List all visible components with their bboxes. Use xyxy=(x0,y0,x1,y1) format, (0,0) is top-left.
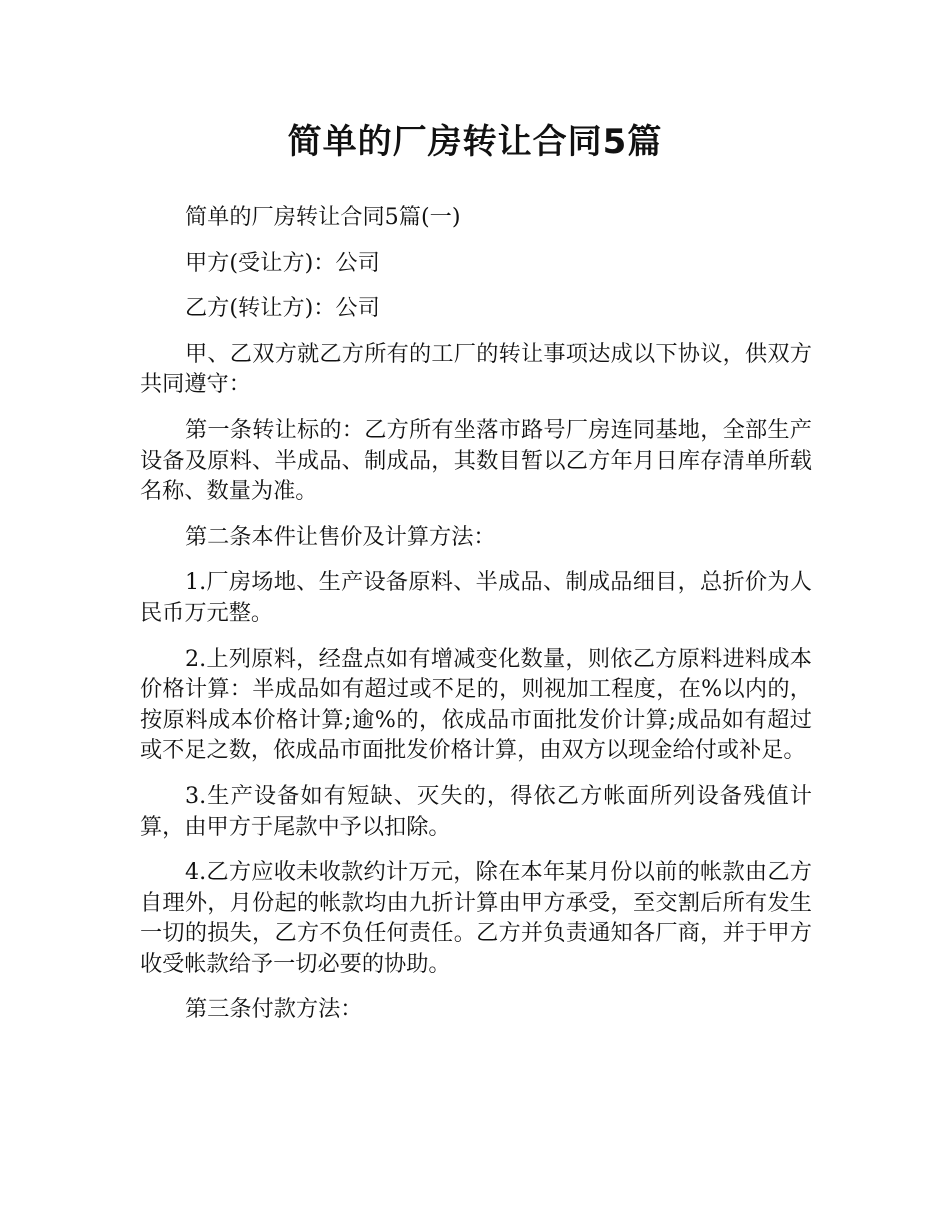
paragraph-clause-1: 1.厂房场地、生产设备原料、半成品、制成品细目，总折价为人民币万元整。 xyxy=(140,569,812,626)
document-body xyxy=(140,202,812,1040)
paragraph-agreement-intro: 甲、乙双方就乙方所有的工厂的转让事项达成以下协议，供双方共同遵守： xyxy=(140,340,812,398)
paragraph-party-b: 乙方(转让方)：公司 xyxy=(185,295,380,322)
paragraph-clause-2: 2.上列原料，经盘点如有增减变化数量，则依乙方原料进料成本价格计算：半成品如有超过或不足的，则视加工程度，在%以内的，按原料成本价格计算;逾%的，依成品市面批发价计算;成品如有超过或不足之数，依成品市面批发价格计算，由双方以现金给付或补足。 xyxy=(140,645,812,764)
paragraph-party-a: 甲方(受让方)：公司 xyxy=(185,249,380,276)
paragraph-article-one: 第一条转让标的：乙方所有坐落市路号厂房连同基地，全部生产设备及原料、半成品、制成品，其数目暂以乙方年月日库存清单所载名称、数量为准。 xyxy=(140,416,812,505)
paragraph-article-two: 第二条本件让售价及计算方法： xyxy=(185,523,496,550)
document-title: 简单的厂房转让合同5篇 xyxy=(287,122,663,162)
paragraph-article-three: 第三条付款方法： xyxy=(185,996,363,1023)
paragraph-heading-one: 简单的厂房转让合同5篇(一) xyxy=(185,204,461,230)
paragraph-clause-3: 3.生产设备如有短缺、灭失的，得依乙方帐面所列设备残值计算，由甲方于尾款中予以扣除。 xyxy=(140,782,812,840)
paragraph-clause-4: 4.乙方应收未收款约计万元，除在本年某月份以前的帐款由乙方自理外，月份起的帐款均由九折计算由甲方承受，至交割后所有发生一切的损失，乙方不负任何责任。乙方并负责通知各厂商，并于甲方收受帐款给予一切必要的协助。 xyxy=(140,859,812,977)
